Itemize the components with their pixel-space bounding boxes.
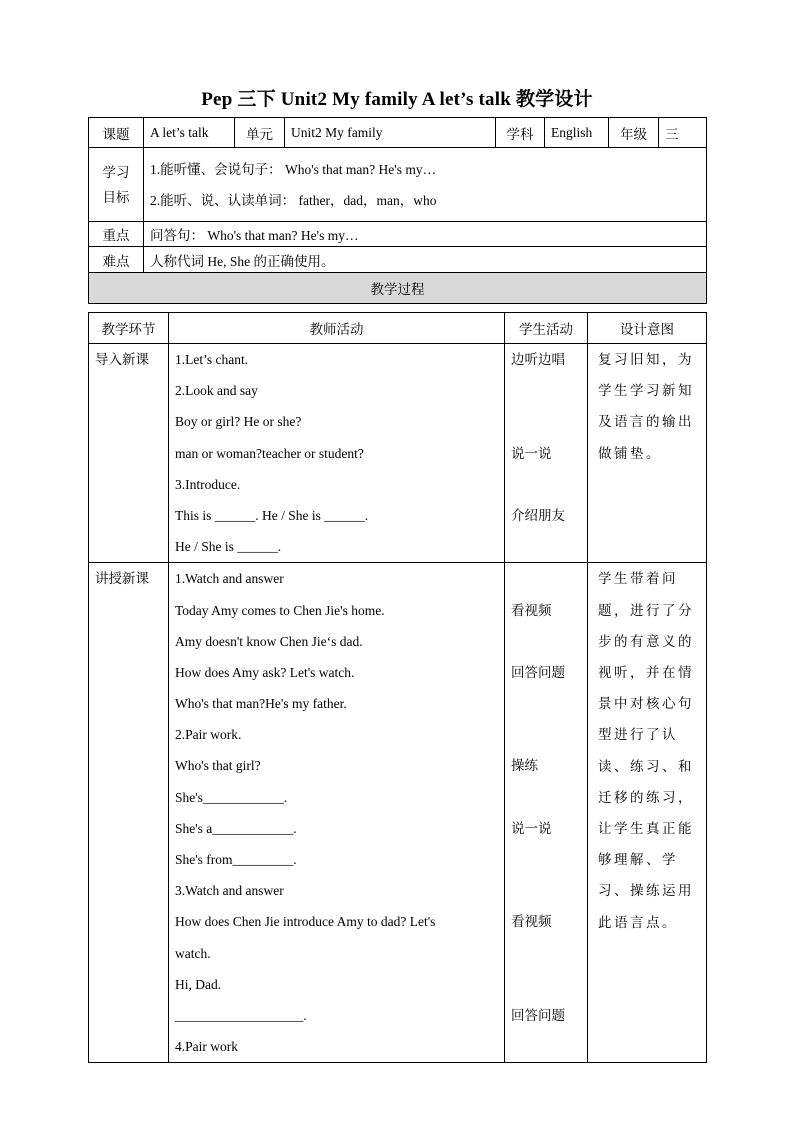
header-teacher-activity: 教师活动 bbox=[169, 313, 505, 344]
teacher-line: Who's that girl? bbox=[175, 758, 261, 774]
goal-line: 1.能听懂、会说句子： Who's that man? He's my… bbox=[150, 161, 437, 177]
goals-label-line-2: 目标 bbox=[102, 189, 130, 205]
goals-label-line-1: 学习 bbox=[102, 164, 130, 180]
student-line: 说一说 bbox=[511, 820, 552, 836]
grade-value: 三 bbox=[659, 118, 707, 148]
difficulty-value: 人称代词 He, She 的正确使用。 bbox=[144, 247, 707, 273]
teacher-line: watch. bbox=[175, 945, 211, 961]
topic-label: 课题 bbox=[89, 118, 144, 148]
process-table bbox=[88, 312, 707, 1063]
student-line bbox=[511, 1031, 581, 1062]
subject-value: English bbox=[545, 118, 609, 148]
teacher-line: Boy or girl? He or she? bbox=[175, 414, 302, 430]
teacher-line: She's____________. bbox=[175, 789, 288, 805]
topic-value: A let’s talk bbox=[144, 118, 235, 148]
teacher-line: 2.Pair work. bbox=[175, 727, 242, 743]
process-row-intro bbox=[89, 344, 707, 563]
key-value: 问答句： Who's that man? He's my… bbox=[144, 222, 707, 247]
teacher-line: man or woman?teacher or student? bbox=[175, 445, 364, 461]
teacher-line: Amy doesn't know Chen Jie‘s dad. bbox=[175, 633, 363, 649]
teacher-line: Today Amy comes to Chen Jie's home. bbox=[175, 602, 385, 618]
student-line: 看视频 bbox=[511, 602, 552, 618]
student-line bbox=[511, 782, 581, 813]
teacher-line: 1.Watch and answer bbox=[175, 571, 284, 587]
student-line bbox=[511, 469, 581, 500]
teacher-line: How does Chen Jie introduce Amy to dad? Let's bbox=[175, 914, 436, 930]
process-section-title: 教学过程 bbox=[89, 273, 707, 304]
goals-label bbox=[89, 148, 144, 222]
teacher-line: He / She is ______. bbox=[175, 539, 282, 555]
teacher-line: She's from_________. bbox=[175, 852, 297, 867]
header-design-purpose: 设计意图 bbox=[588, 313, 707, 344]
student-line: 操练 bbox=[511, 758, 538, 774]
student-line bbox=[511, 688, 581, 719]
student-line bbox=[511, 969, 581, 1000]
goal-line: 2.能听、说、认读单词： father，dad，man，who bbox=[150, 192, 437, 208]
student-activity-cell bbox=[505, 563, 588, 1063]
header-stage: 教学环节 bbox=[89, 313, 169, 344]
stage-label: 导入新课 bbox=[95, 352, 149, 367]
student-line: 回答问题 bbox=[511, 1007, 565, 1023]
stage-cell bbox=[89, 563, 169, 1063]
teacher-line: She's a____________. bbox=[175, 820, 297, 836]
student-line bbox=[511, 875, 581, 906]
purpose-cell bbox=[588, 563, 707, 1063]
difficulty-label: 难点 bbox=[89, 247, 144, 273]
teacher-line: How does Amy ask? Let's watch. bbox=[175, 664, 355, 680]
header-student-activity: 学生活动 bbox=[505, 313, 588, 344]
student-activity-cell bbox=[505, 344, 588, 563]
process-row-new-lesson bbox=[89, 563, 707, 1063]
teacher-line: 3.Introduce. bbox=[175, 476, 241, 492]
key-label: 重点 bbox=[89, 222, 144, 247]
teacher-line: This is ______. He / She is ______. bbox=[175, 507, 369, 523]
subject-label: 学科 bbox=[496, 118, 545, 148]
teacher-line: ___________________. bbox=[175, 1007, 307, 1023]
teacher-line: Who's that man?He's my father. bbox=[175, 696, 347, 712]
student-line: 边听边唱 bbox=[511, 352, 565, 367]
teacher-line: 3.Watch and answer bbox=[175, 883, 284, 899]
student-line bbox=[511, 406, 581, 437]
student-line bbox=[511, 563, 581, 594]
student-line bbox=[511, 719, 581, 750]
info-table bbox=[88, 117, 707, 304]
teacher-line: 4.Pair work bbox=[175, 1039, 238, 1055]
student-line bbox=[511, 626, 581, 657]
student-line bbox=[511, 938, 581, 969]
purpose-text: 学生带着问题，进行了分步的有意义的视听，并在情景中对核心句型进行了认读、练习、和迁移的练习，让学生真正能够理解、学习、操练运用此语言点。 bbox=[598, 571, 694, 930]
teacher-line: 2.Look and say bbox=[175, 383, 258, 399]
student-line bbox=[511, 375, 581, 406]
goals-content bbox=[144, 148, 707, 222]
purpose-text: 复习旧知，为学生学习新知及语言的输出做铺垫。 bbox=[598, 352, 694, 461]
student-line: 回答问题 bbox=[511, 664, 565, 680]
student-line: 看视频 bbox=[511, 914, 552, 930]
page-title: Pep 三下 Unit2 My family A let’s talk 教学设计 bbox=[201, 89, 593, 110]
teacher-line: 1.Let’s chant. bbox=[175, 352, 249, 367]
teacher-activity-cell bbox=[169, 344, 505, 563]
stage-label: 讲授新课 bbox=[95, 571, 149, 587]
teacher-activity-cell bbox=[169, 563, 505, 1063]
student-line: 介绍朋友 bbox=[511, 507, 565, 523]
grade-label: 年级 bbox=[609, 118, 659, 148]
unit-label: 单元 bbox=[235, 118, 285, 148]
stage-cell bbox=[89, 344, 169, 563]
teacher-line: Hi, Dad. bbox=[175, 976, 222, 992]
student-line bbox=[511, 844, 581, 875]
student-line bbox=[511, 531, 581, 562]
student-line: 说一说 bbox=[511, 445, 552, 461]
unit-value: Unit2 My family bbox=[285, 118, 496, 148]
purpose-cell bbox=[588, 344, 707, 563]
